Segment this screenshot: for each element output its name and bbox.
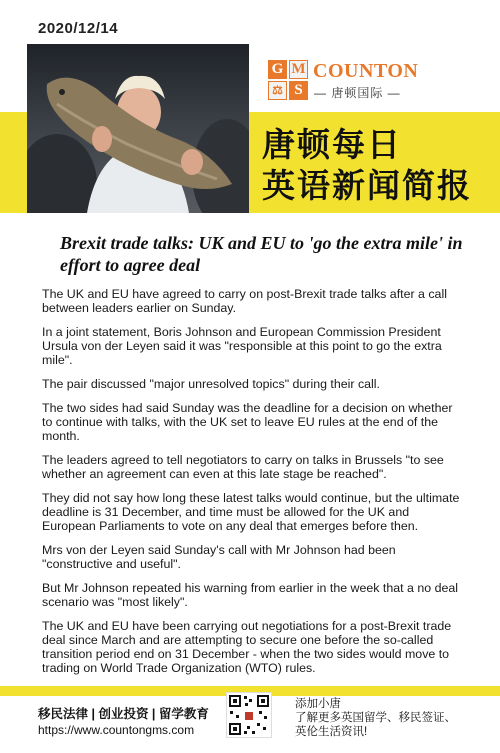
logo-letter-g: G — [268, 60, 287, 79]
footer — [0, 686, 500, 753]
article-paragraph: The leaders agreed to tell negotiators to carry on talks in Brussels "to see whether an agreement can even at this late stage be reached". — [42, 453, 444, 481]
scales-icon: ⚖ — [268, 81, 287, 100]
footer-contact-line2: 了解更多英国留学、移民签证、 — [295, 712, 456, 724]
article-paragraph: The UK and EU have been carrying out negotiations for a post-Brexit trade deal since March and are attempting to secure one before the so-called transition period end on 31 December - when the two sides would move to trading on World Trade Organization (WTO) rules. — [42, 619, 452, 675]
qr-code-icon — [226, 692, 272, 738]
footer-contact-line1: 添加小唐 — [295, 698, 341, 710]
article-paragraph: But Mr Johnson repeated his warning from earlier in the week that a no deal scenario was "most likely". — [42, 581, 459, 609]
footer-url[interactable]: https://www.countongms.com — [38, 723, 195, 737]
banner-title-line2: 英语新闻简报 — [262, 166, 472, 205]
logo-mark — [268, 60, 308, 100]
article-paragraph: The pair discussed "major unresolved topics" during their call. — [42, 377, 380, 391]
article-paragraph: In a joint statement, Boris Johnson and European Commission President Ursula von der Leyen said it was "responsible at this point to go the extra mile". — [42, 325, 442, 367]
banner-title — [262, 124, 482, 206]
article-headline: Brexit trade talks: UK and EU to 'go the extra mile' in effort to agree deal — [60, 233, 463, 275]
article-paragraph: The two sides had said Sunday was the deadline for a decision on whether to continue with talks, with the UK set to leave EU rules at the end of the month. — [42, 401, 453, 443]
news-photo — [27, 44, 249, 213]
logo-name: COUNTON — [313, 60, 419, 82]
logo-letter-s: S — [289, 81, 308, 100]
banner-title-line1: 唐顿每日 — [262, 125, 402, 164]
counton-logo — [268, 60, 468, 100]
footer-services: 移民法律 | 创业投资 | 留学教育 — [38, 707, 209, 721]
logo-letter-m: M — [289, 60, 308, 79]
logo-subtitle: — 唐顿国际 — — [314, 86, 401, 100]
article-paragraph: Mrs von der Leyen said Sunday's call with Mr Johnson had been "constructive and useful". — [42, 543, 396, 571]
article-paragraph: They did not say how long these latest talks would continue, but the ultimate deadline is 31 December, and time must be allowed for the UK and European Parliaments to vote on any deal that emerges before then. — [42, 491, 460, 533]
article-body — [42, 287, 462, 685]
footer-contact — [295, 697, 456, 739]
article-paragraph: The UK and EU have agreed to carry on post-Brexit trade talks after a call between leaders earlier on Sunday. — [42, 287, 447, 315]
date-label: 2020/12/14 — [38, 20, 119, 37]
footer-contact-line3: 英伦生活资讯! — [295, 726, 368, 738]
